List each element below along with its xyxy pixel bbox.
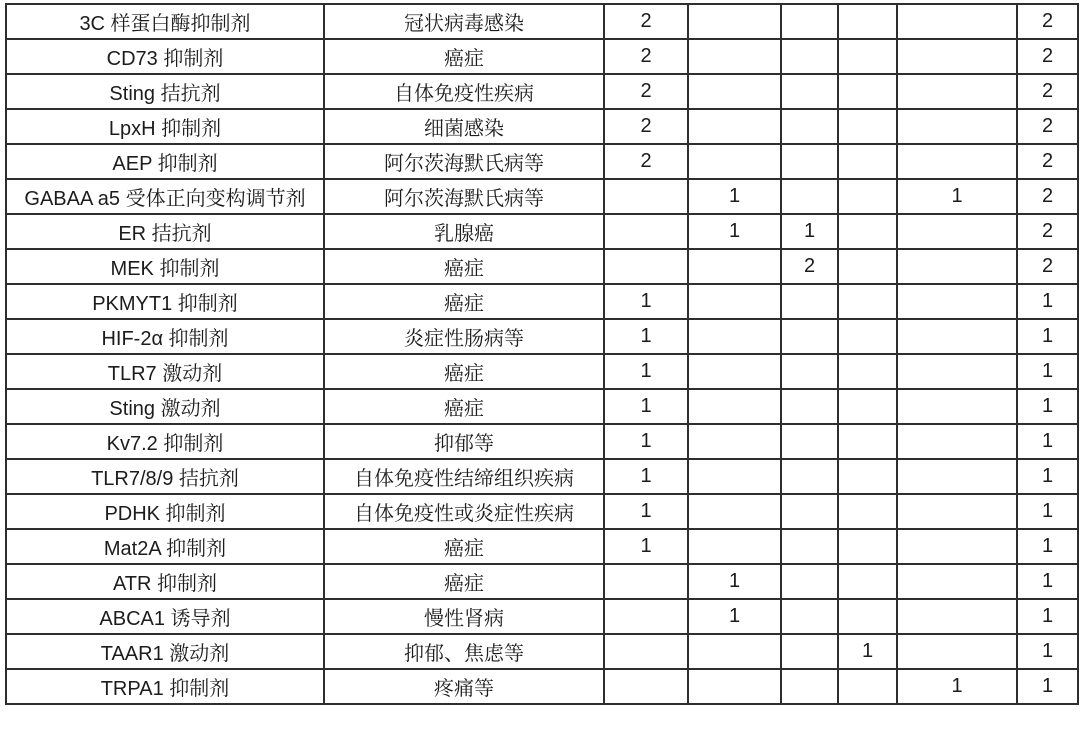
cell-count-2	[688, 389, 781, 424]
table-row	[6, 389, 1078, 424]
table-row	[6, 424, 1078, 459]
table-row	[6, 634, 1078, 669]
cell-target: HIF-2α 抑制剂	[6, 319, 324, 354]
cell-count-5	[897, 109, 1017, 144]
cell-count-5	[897, 529, 1017, 564]
cell-count-4	[838, 39, 897, 74]
cell-target: PKMYT1 抑制剂	[6, 284, 324, 319]
cell-indication: 癌症	[324, 354, 604, 389]
cell-count-5: 1	[897, 179, 1017, 214]
cell-target: ATR 抑制剂	[6, 564, 324, 599]
table-row	[6, 564, 1078, 599]
cell-count-5	[897, 634, 1017, 669]
cell-count-5	[897, 459, 1017, 494]
cell-count-3	[781, 74, 838, 109]
table-row	[6, 39, 1078, 74]
cell-count-5	[897, 354, 1017, 389]
cell-count-4	[838, 109, 897, 144]
cell-count-1	[604, 599, 688, 634]
cell-count-1: 1	[604, 354, 688, 389]
cell-count-3	[781, 179, 838, 214]
cell-count-3	[781, 389, 838, 424]
cell-indication: 癌症	[324, 529, 604, 564]
cell-count-3	[781, 284, 838, 319]
cell-total: 2	[1017, 39, 1078, 74]
cell-count-2	[688, 459, 781, 494]
cell-target: 3C 样蛋白酶抑制剂	[6, 4, 324, 39]
cell-total: 1	[1017, 529, 1078, 564]
cell-count-2	[688, 494, 781, 529]
cell-count-1	[604, 214, 688, 249]
cell-count-5	[897, 249, 1017, 284]
cell-target: Kv7.2 抑制剂	[6, 424, 324, 459]
cell-count-2	[688, 424, 781, 459]
table-row	[6, 529, 1078, 564]
cell-indication: 癌症	[324, 249, 604, 284]
cell-count-2: 1	[688, 179, 781, 214]
cell-indication: 癌症	[324, 284, 604, 319]
cell-target: TLR7/8/9 拮抗剂	[6, 459, 324, 494]
cell-count-4	[838, 424, 897, 459]
cell-count-3	[781, 354, 838, 389]
cell-count-3	[781, 529, 838, 564]
table-row	[6, 144, 1078, 179]
cell-count-4	[838, 564, 897, 599]
cell-target: CD73 抑制剂	[6, 39, 324, 74]
cell-total: 1	[1017, 634, 1078, 669]
cell-count-4	[838, 249, 897, 284]
cell-count-1	[604, 179, 688, 214]
cell-count-1: 1	[604, 494, 688, 529]
cell-target: Sting 激动剂	[6, 389, 324, 424]
cell-count-2	[688, 669, 781, 704]
pipeline-table-body	[6, 4, 1078, 704]
cell-target: ER 拮抗剂	[6, 214, 324, 249]
cell-count-1: 1	[604, 529, 688, 564]
cell-count-1: 1	[604, 424, 688, 459]
cell-count-5	[897, 74, 1017, 109]
cell-count-2	[688, 249, 781, 284]
cell-count-4	[838, 144, 897, 179]
cell-count-2	[688, 284, 781, 319]
pipeline-table-container	[5, 3, 1079, 705]
cell-indication: 抑郁、焦虑等	[324, 634, 604, 669]
cell-count-4	[838, 389, 897, 424]
cell-count-4	[838, 214, 897, 249]
cell-indication: 炎症性肠病等	[324, 319, 604, 354]
cell-target: GABAA a5 受体正向变构调节剂	[6, 179, 324, 214]
pipeline-table	[5, 3, 1079, 705]
table-row	[6, 319, 1078, 354]
cell-count-2	[688, 634, 781, 669]
cell-total: 2	[1017, 214, 1078, 249]
cell-total: 1	[1017, 564, 1078, 599]
cell-count-3	[781, 39, 838, 74]
table-row	[6, 354, 1078, 389]
cell-count-5: 1	[897, 669, 1017, 704]
cell-indication: 癌症	[324, 389, 604, 424]
cell-count-4	[838, 529, 897, 564]
cell-count-3	[781, 634, 838, 669]
cell-count-1	[604, 669, 688, 704]
table-row	[6, 249, 1078, 284]
cell-total: 1	[1017, 424, 1078, 459]
cell-count-3	[781, 144, 838, 179]
table-row	[6, 109, 1078, 144]
cell-indication: 癌症	[324, 564, 604, 599]
cell-count-2	[688, 74, 781, 109]
cell-target: PDHK 抑制剂	[6, 494, 324, 529]
cell-total: 2	[1017, 74, 1078, 109]
cell-count-1	[604, 634, 688, 669]
cell-count-4: 1	[838, 634, 897, 669]
cell-count-4	[838, 669, 897, 704]
cell-indication: 自体免疫性疾病	[324, 74, 604, 109]
cell-target: ABCA1 诱导剂	[6, 599, 324, 634]
cell-count-1: 2	[604, 74, 688, 109]
cell-count-3	[781, 564, 838, 599]
cell-count-5	[897, 284, 1017, 319]
cell-total: 1	[1017, 459, 1078, 494]
cell-target: TRPA1 抑制剂	[6, 669, 324, 704]
cell-total: 1	[1017, 319, 1078, 354]
cell-indication: 疼痛等	[324, 669, 604, 704]
cell-target: MEK 抑制剂	[6, 249, 324, 284]
cell-total: 2	[1017, 109, 1078, 144]
cell-total: 1	[1017, 284, 1078, 319]
cell-count-4	[838, 74, 897, 109]
cell-indication: 冠状病毒感染	[324, 4, 604, 39]
cell-count-1: 2	[604, 4, 688, 39]
cell-indication: 自体免疫性或炎症性疾病	[324, 494, 604, 529]
cell-count-5	[897, 424, 1017, 459]
cell-total: 1	[1017, 599, 1078, 634]
cell-count-5	[897, 389, 1017, 424]
cell-count-2	[688, 529, 781, 564]
cell-indication: 阿尔茨海默氏病等	[324, 144, 604, 179]
cell-indication: 癌症	[324, 39, 604, 74]
cell-count-5	[897, 564, 1017, 599]
cell-count-4	[838, 459, 897, 494]
cell-count-1: 1	[604, 459, 688, 494]
cell-total: 2	[1017, 249, 1078, 284]
cell-count-5	[897, 494, 1017, 529]
table-row	[6, 214, 1078, 249]
cell-count-5	[897, 599, 1017, 634]
cell-count-1: 2	[604, 39, 688, 74]
cell-count-1	[604, 249, 688, 284]
cell-total: 1	[1017, 354, 1078, 389]
cell-count-4	[838, 599, 897, 634]
cell-count-2	[688, 144, 781, 179]
cell-count-5	[897, 39, 1017, 74]
cell-count-5	[897, 319, 1017, 354]
cell-total: 1	[1017, 494, 1078, 529]
cell-count-3	[781, 319, 838, 354]
cell-total: 2	[1017, 179, 1078, 214]
cell-count-1	[604, 564, 688, 599]
cell-count-4	[838, 179, 897, 214]
cell-count-2	[688, 109, 781, 144]
cell-count-4	[838, 284, 897, 319]
cell-indication: 抑郁等	[324, 424, 604, 459]
cell-count-3	[781, 459, 838, 494]
cell-count-2	[688, 319, 781, 354]
cell-indication: 细菌感染	[324, 109, 604, 144]
cell-count-4	[838, 354, 897, 389]
cell-total: 2	[1017, 144, 1078, 179]
table-row	[6, 669, 1078, 704]
table-row	[6, 4, 1078, 39]
cell-target: Mat2A 抑制剂	[6, 529, 324, 564]
cell-count-2: 1	[688, 599, 781, 634]
cell-count-5	[897, 214, 1017, 249]
cell-count-3	[781, 424, 838, 459]
table-row	[6, 284, 1078, 319]
cell-indication: 自体免疫性结缔组织疾病	[324, 459, 604, 494]
cell-count-5	[897, 4, 1017, 39]
table-row	[6, 459, 1078, 494]
cell-target: Sting 拮抗剂	[6, 74, 324, 109]
cell-count-3: 1	[781, 214, 838, 249]
table-row	[6, 179, 1078, 214]
cell-count-3	[781, 4, 838, 39]
cell-total: 1	[1017, 389, 1078, 424]
cell-count-4	[838, 494, 897, 529]
cell-count-1: 1	[604, 319, 688, 354]
cell-target: TLR7 激动剂	[6, 354, 324, 389]
cell-total: 1	[1017, 669, 1078, 704]
cell-count-1: 1	[604, 284, 688, 319]
cell-count-3	[781, 669, 838, 704]
cell-count-2	[688, 39, 781, 74]
cell-count-2	[688, 354, 781, 389]
cell-count-3	[781, 599, 838, 634]
cell-count-3	[781, 109, 838, 144]
cell-count-2: 1	[688, 214, 781, 249]
cell-count-4	[838, 319, 897, 354]
cell-target: TAAR1 激动剂	[6, 634, 324, 669]
cell-count-2	[688, 4, 781, 39]
cell-indication: 乳腺癌	[324, 214, 604, 249]
cell-target: LpxH 抑制剂	[6, 109, 324, 144]
table-row	[6, 599, 1078, 634]
table-row	[6, 494, 1078, 529]
cell-count-2: 1	[688, 564, 781, 599]
cell-total: 2	[1017, 4, 1078, 39]
cell-count-1: 2	[604, 144, 688, 179]
cell-count-4	[838, 4, 897, 39]
cell-count-1: 1	[604, 389, 688, 424]
cell-count-3	[781, 494, 838, 529]
table-row	[6, 74, 1078, 109]
cell-count-3: 2	[781, 249, 838, 284]
cell-count-1: 2	[604, 109, 688, 144]
cell-count-5	[897, 144, 1017, 179]
cell-indication: 慢性肾病	[324, 599, 604, 634]
cell-target: AEP 抑制剂	[6, 144, 324, 179]
cell-indication: 阿尔茨海默氏病等	[324, 179, 604, 214]
